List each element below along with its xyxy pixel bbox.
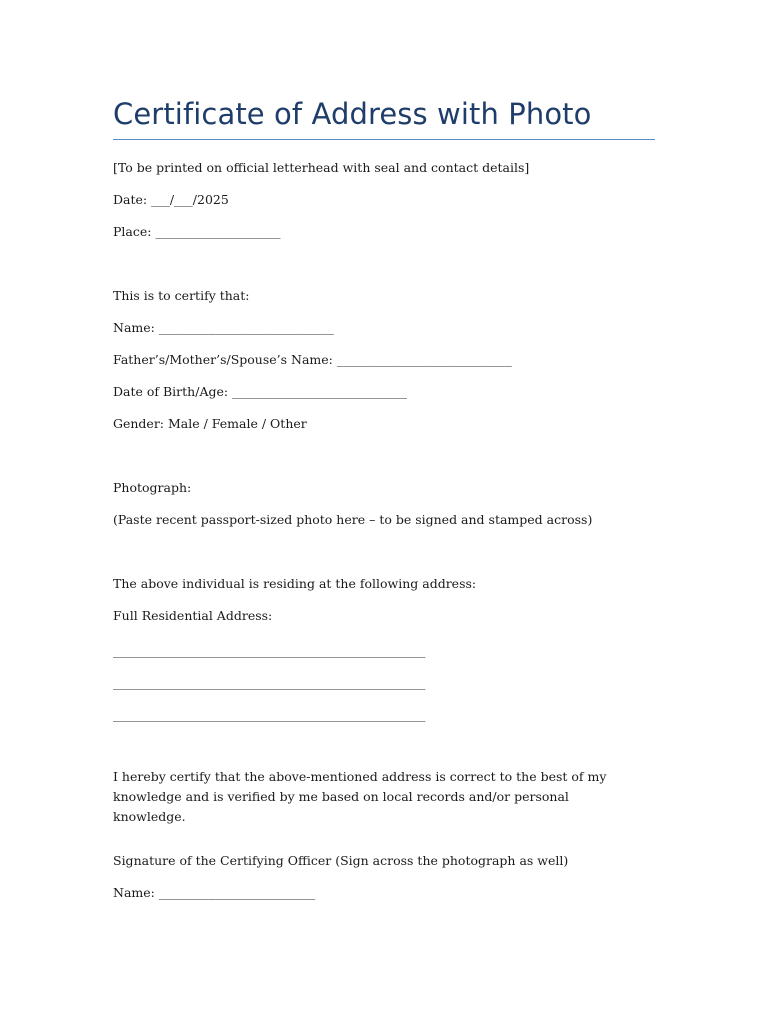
photograph-label: Photograph: bbox=[113, 480, 192, 495]
gender-line: Gender: Male / Female / Other bbox=[113, 416, 307, 431]
address-line-3: __________________________________________________ bbox=[113, 707, 426, 722]
certification-statement: I hereby certify that the above-mentioned address is correct to the best of my knowledge and is verified by me based on local records and/or personal knowledge. bbox=[113, 769, 607, 824]
parent-spouse-name-line: Father’s/Mother’s/Spouse’s Name: ____________________________ bbox=[113, 352, 512, 367]
photograph-instruction: (Paste recent passport-sized photo here – to be signed and stamped across) bbox=[113, 512, 593, 527]
letterhead-note: [To be printed on official letterhead with seal and contact details] bbox=[113, 160, 530, 175]
residing-statement: The above individual is residing at the following address: bbox=[113, 576, 477, 591]
date-line: Date: ___/___/2025 bbox=[113, 192, 229, 207]
document-title: Certificate of Address with Photo bbox=[113, 97, 592, 131]
address-line-2: __________________________________________________ bbox=[113, 675, 426, 690]
officer-name-line: Name: _________________________ bbox=[113, 885, 316, 900]
name-line: Name: ____________________________ bbox=[113, 320, 334, 335]
dob-age-line: Date of Birth/Age: ____________________________ bbox=[113, 384, 408, 399]
address-label: Full Residential Address: bbox=[113, 608, 273, 623]
place-line: Place: ____________________ bbox=[113, 224, 281, 239]
address-line-1: __________________________________________________ bbox=[113, 643, 426, 658]
certify-intro: This is to certify that: bbox=[113, 288, 250, 303]
signature-line: Signature of the Certifying Officer (Sign across the photograph as well) bbox=[113, 853, 569, 868]
title-underline bbox=[113, 139, 655, 140]
